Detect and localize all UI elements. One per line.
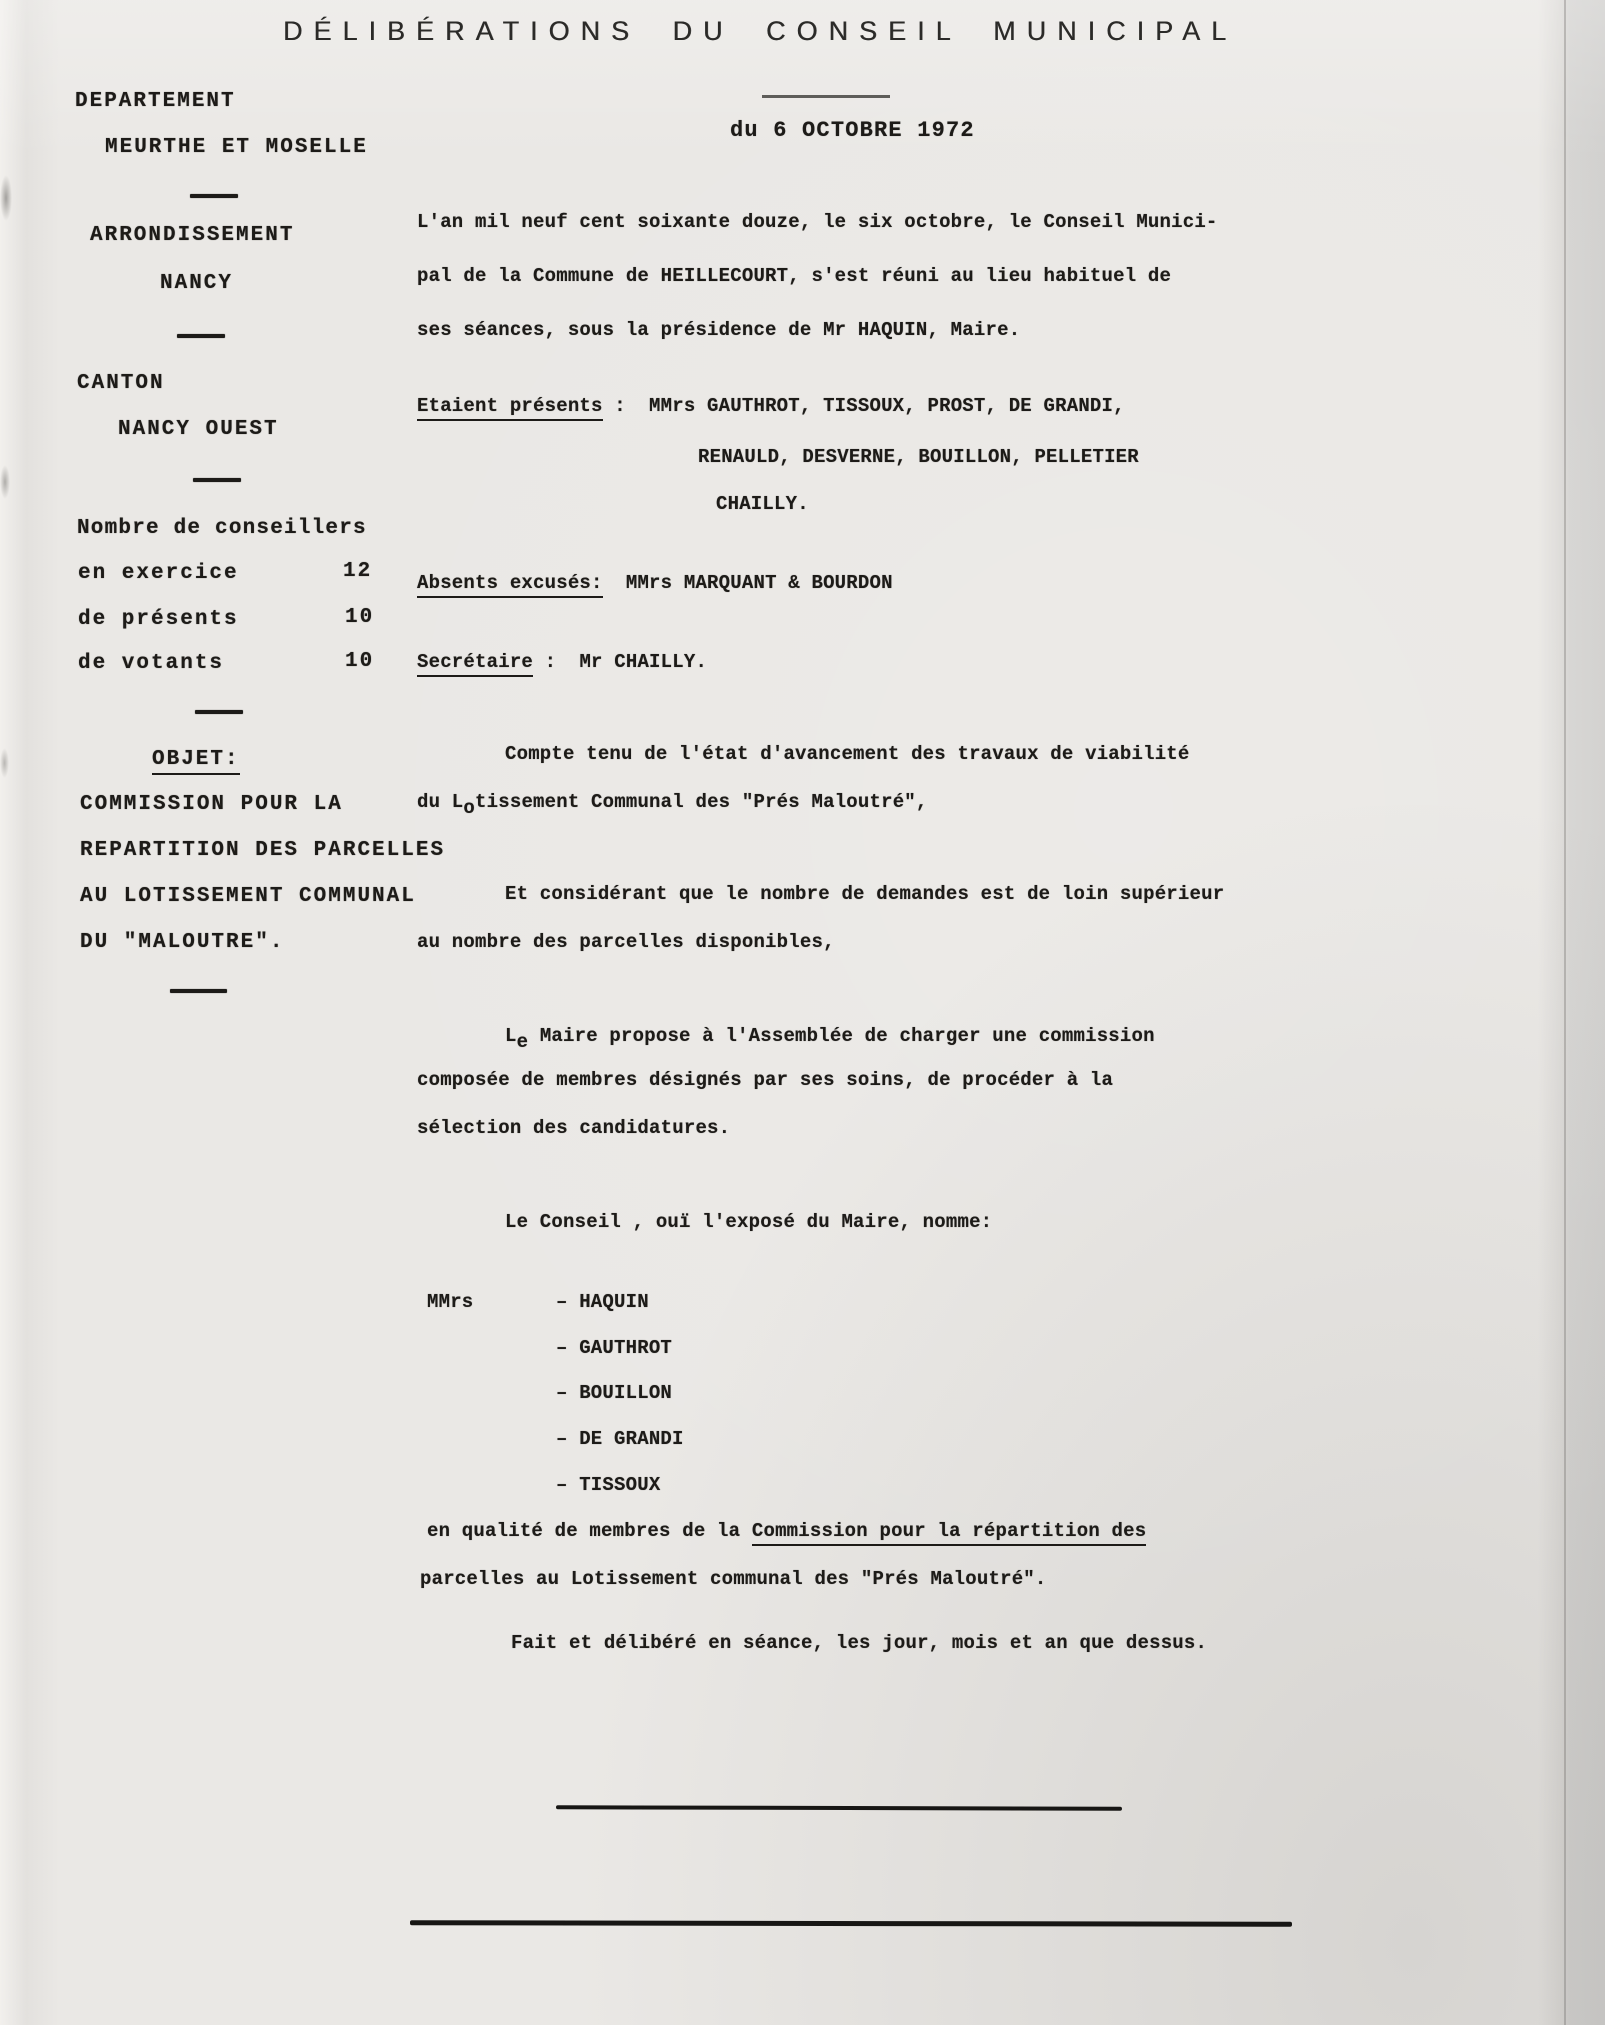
dropped-letter: e: [516, 1031, 529, 1053]
secretaire-name: : Mr CHAILLY.: [533, 651, 708, 673]
scan-artifact: [0, 465, 10, 499]
sidebar-divider-dash: [170, 989, 227, 993]
counts-heading: Nombre de conseillers: [77, 517, 367, 540]
count-presents-value: 10: [345, 606, 375, 629]
absents-line: [417, 573, 893, 595]
presents-line: RENAULD, DESVERNE, BOUILLON, PELLETIER: [698, 446, 1139, 468]
compte-tenu-line: [417, 791, 928, 819]
count-votants-label: de votants: [78, 652, 225, 675]
maire-propose-line: sélection des candidatures.: [417, 1117, 731, 1139]
scan-artifact: [0, 748, 9, 778]
presents-line: CHAILLY.: [716, 493, 809, 515]
count-presents-label: de présents: [78, 608, 239, 631]
objet-line: AU LOTISSEMENT COMMUNAL: [80, 885, 416, 908]
count-votants-value: 10: [345, 650, 375, 673]
date-overline-rule: [762, 95, 890, 98]
compte-tenu-line: Compte tenu de l'état d'avancement des travaux de viabilité: [505, 743, 1190, 765]
absents-names: MMrs MARQUANT & BOURDON: [602, 572, 893, 594]
sidebar-divider-dash: [177, 334, 225, 338]
objet-heading-text: OBJET:: [152, 748, 240, 775]
objet-line: COMMISSION POUR LA: [80, 793, 343, 816]
dropped-letter: o: [463, 797, 476, 819]
objet-line: DU "MALOUTRE".: [80, 931, 285, 954]
objet-line: REPARTITION DES PARCELLES: [80, 839, 446, 862]
presents-line: [417, 396, 1125, 418]
session-date: du 6 OCTOBRE 1972: [730, 118, 975, 143]
presents-label: Etaient présents: [417, 395, 603, 421]
qualite-line: [427, 1521, 1146, 1543]
canton-value: NANCY OUEST: [118, 418, 279, 441]
scan-artifact: [0, 175, 12, 221]
fait-delibere-line: Fait et délibéré en séance, les jour, mois et an que dessus.: [511, 1632, 1208, 1654]
arrondissement-value: NANCY: [160, 272, 234, 295]
member-item: – GAUTHROT: [556, 1337, 673, 1359]
objet-heading: [152, 748, 240, 771]
member-item: – HAQUIN: [556, 1291, 649, 1313]
text-segment: L: [505, 1025, 517, 1047]
member-item: – DE GRANDI: [556, 1428, 684, 1450]
opening-line: ses séances, sous la présidence de Mr HAQUIN, Maire.: [417, 319, 1021, 341]
sidebar-divider-dash: [193, 478, 241, 482]
closing-rule-short: [556, 1805, 1122, 1810]
secretaire-line: [417, 652, 707, 674]
page-title: DÉLIBÉRATIONS DU CONSEIL MUNICIPAL: [283, 16, 1238, 46]
departement-value: MEURTHE ET MOSELLE: [105, 136, 368, 159]
commission-underlined: Commission pour la répartition des: [752, 1520, 1146, 1546]
opening-line: pal de la Commune de HEILLECOURT, s'est réuni au lieu habituel de: [417, 265, 1172, 287]
count-exercice-label: en exercice: [78, 562, 239, 585]
considerant-line: Et considérant que le nombre de demandes est de loin supérieur: [505, 883, 1225, 905]
secretaire-label: Secrétaire: [417, 651, 533, 677]
canton-label: CANTON: [77, 372, 165, 395]
arrondissement-label: ARRONDISSEMENT: [90, 224, 295, 247]
sidebar-divider-dash: [190, 194, 238, 198]
considerant-line: au nombre des parcelles disponibles,: [417, 931, 835, 953]
text-segment: en qualité de membres de la: [427, 1520, 752, 1542]
member-item: – BOUILLON: [556, 1382, 673, 1404]
member-item: – TISSOUX: [556, 1474, 661, 1496]
members-label: MMrs: [427, 1291, 474, 1313]
text-segment: du L: [417, 791, 464, 813]
maire-propose-line: [505, 1025, 1155, 1053]
presents-names: : MMrs GAUTHROT, TISSOUX, PROST, DE GRANDI,: [602, 395, 1125, 417]
absents-label: Absents excusés:: [417, 572, 603, 598]
conseil-nomme-line: Le Conseil , ouï l'exposé du Maire, nomme:: [505, 1211, 993, 1233]
qualite-line: parcelles au Lotissement communal des "Prés Maloutré".: [420, 1568, 1047, 1590]
closing-rule-long: [410, 1920, 1292, 1927]
departement-label: DEPARTEMENT: [75, 90, 236, 113]
text-segment: Maire propose à l'Assemblée de charger une commission: [528, 1025, 1155, 1047]
text-segment: tissement Communal des "Prés Maloutré",: [475, 791, 928, 813]
sidebar-divider-dash: [195, 710, 243, 714]
opening-line: L'an mil neuf cent soixante douze, le six octobre, le Conseil Munici-: [417, 211, 1218, 233]
maire-propose-line: composée de membres désignés par ses soins, de procéder à la: [417, 1069, 1114, 1091]
count-exercice-value: 12: [343, 560, 373, 583]
